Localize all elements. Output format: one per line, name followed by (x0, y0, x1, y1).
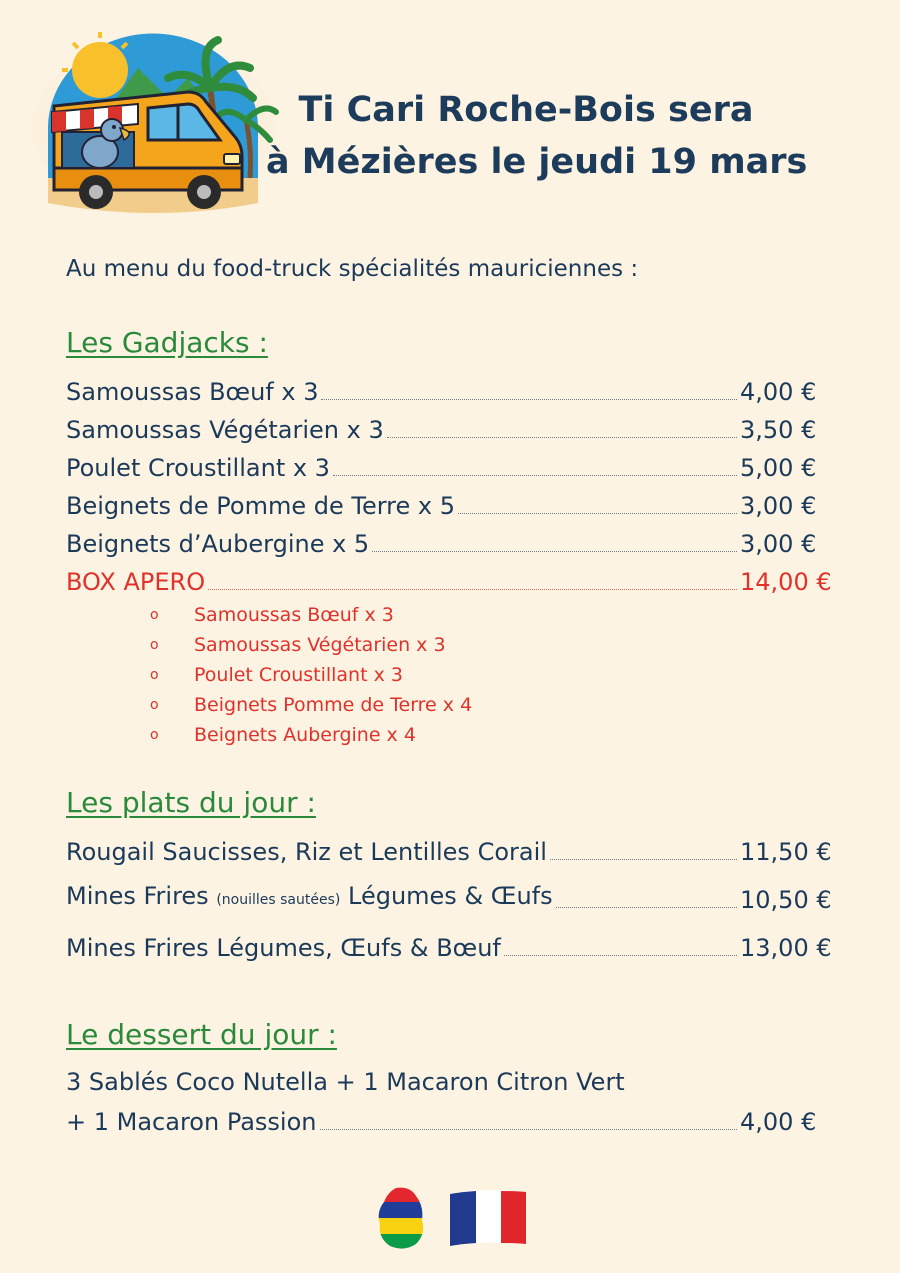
title-line-2: à Mézières le jeudi 19 mars (266, 142, 808, 182)
dotted-leader (550, 859, 737, 860)
dotted-leader (333, 475, 737, 476)
menu-item-name: Rougail Saucisses, Riz et Lentilles Corail (66, 838, 547, 866)
menu-item-row (66, 834, 836, 868)
circle-bullet-icon: o (150, 637, 159, 653)
menu-item-name: Mines Frires Légumes, Œufs & Bœuf (66, 934, 501, 962)
dotted-leader (387, 437, 737, 438)
circle-bullet-icon: o (150, 727, 159, 743)
box-content-label: Samoussas Bœuf x 3 (194, 604, 394, 626)
box-content-label: Beignets Pomme de Terre x 4 (194, 694, 473, 716)
menu-item-name: Beignets d’Aubergine x 5 (66, 530, 370, 558)
dotted-leader (504, 955, 737, 956)
box-apero-row (66, 564, 836, 598)
dotted-leader (208, 589, 737, 590)
page-title (266, 84, 808, 188)
menu-item-price: 3,50 € (740, 416, 817, 444)
menu-item-price: 13,00 € (740, 934, 832, 962)
menu-item-name (66, 880, 553, 916)
food-truck-logo (28, 28, 280, 218)
box-content-item (150, 604, 394, 626)
box-content-item (150, 664, 403, 686)
box-content-item (150, 724, 416, 746)
dessert-line-2: + 1 Macaron Passion (66, 1108, 317, 1136)
box-content-item (150, 634, 446, 656)
menu-item-name-part: Légumes & Œufs (348, 882, 553, 910)
menu-item-price: 10,50 € (740, 886, 832, 914)
menu-item-row (66, 412, 836, 446)
box-content-label: Poulet Croustillant x 3 (194, 664, 403, 686)
menu-item-name: Samoussas Végétarien x 3 (66, 416, 384, 444)
menu-item-price: 3,00 € (740, 530, 817, 558)
dotted-leader (320, 1129, 738, 1130)
menu-item-row (66, 450, 836, 484)
section-title-gadjacks: Les Gadjacks : (66, 326, 268, 359)
dessert-line-1: 3 Sablés Coco Nutella + 1 Macaron Citron Vert (66, 1068, 625, 1096)
menu-item-row (66, 526, 836, 560)
box-content-label: Samoussas Végétarien x 3 (194, 634, 446, 656)
box-content-label: Beignets Aubergine x 4 (194, 724, 416, 746)
box-apero-name: BOX APERO (66, 568, 206, 596)
section-title-dessert: Le dessert du jour : (66, 1018, 337, 1051)
dotted-leader (556, 907, 737, 908)
dotted-leader (321, 399, 737, 400)
dessert-price: 4,00 € (740, 1108, 817, 1136)
mauritius-flag-map-icon (376, 1186, 428, 1250)
france-flag-icon (450, 1190, 526, 1246)
circle-bullet-icon: o (150, 607, 159, 623)
menu-item-row (66, 374, 836, 408)
menu-item-name: Beignets de Pomme de Terre x 5 (66, 492, 455, 520)
menu-item-price: 3,00 € (740, 492, 817, 520)
menu-item-price: 11,50 € (740, 838, 832, 866)
box-content-item (150, 694, 472, 716)
flags (376, 1186, 528, 1250)
menu-item-name: Poulet Croustillant x 3 (66, 454, 330, 482)
menu-item-name: Samoussas Bœuf x 3 (66, 378, 319, 406)
section-title-plats: Les plats du jour : (66, 786, 316, 819)
dessert-row (66, 1104, 836, 1138)
circle-bullet-icon: o (150, 697, 159, 713)
menu-item-row (66, 488, 836, 522)
menu-intro: Au menu du food-truck spécialités mauriciennes : (66, 256, 639, 282)
circle-bullet-icon: o (150, 667, 159, 683)
title-line-1: Ti Cari Roche-Bois sera (298, 90, 754, 130)
menu-item-row (66, 882, 836, 916)
menu-item-price: 4,00 € (740, 378, 817, 406)
box-apero-price: 14,00 € (740, 568, 832, 596)
menu-item-price: 5,00 € (740, 454, 817, 482)
menu-item-note: (nouilles sautées) (216, 892, 341, 908)
dotted-leader (372, 551, 737, 552)
menu-item-row (66, 930, 836, 964)
menu-item-name-part: Mines Frires (66, 882, 209, 910)
dotted-leader (458, 513, 737, 514)
